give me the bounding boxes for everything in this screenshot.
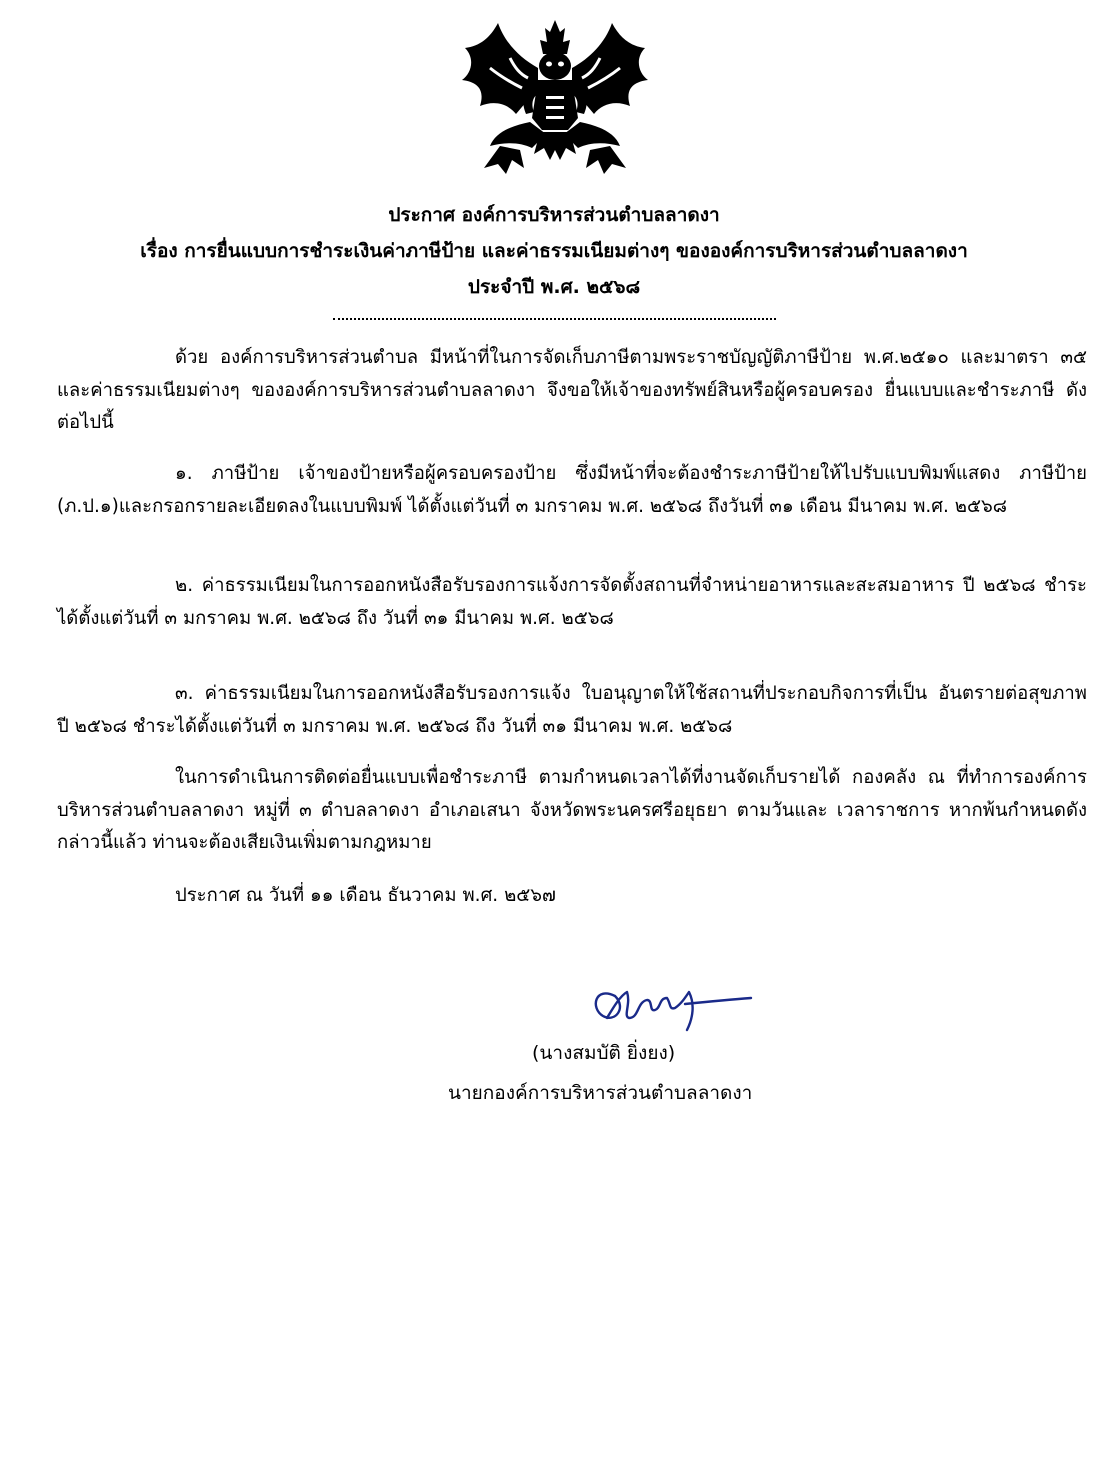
announcement-date	[57, 880, 1087, 913]
title-divider	[333, 318, 776, 320]
item-1-text: ๑. ภาษีป้าย เจ้าของป้ายหรือผู้ครอบครองป้าย ซึ่งมีหน้าที่จะต้องชำระภาษีป้ายให้ไปรับแบบพิมพ์แสดง ภาษีป้าย (ภ.ป.๑)และกรอกรายละเอียดลงในแบบพิมพ์ ได้ตั้งแต่วันที่ ๓ มกราคม พ.ศ. ๒๕๖๘ ถึงวันที่ ๓๑ เดือน มีนาคม พ.ศ. ๒๕๖๘	[57, 463, 1087, 517]
document-year: ประจำปี พ.ศ. ๒๕๖๘	[467, 276, 641, 298]
document-subject: เรื่อง การยื่นแบบการชำระเงินค่าภาษีป้าย และค่าธรรมเนียมต่างๆ ขององค์การบริหารส่วนตำบลลาดงา	[140, 240, 968, 262]
paragraph-intro	[57, 342, 1087, 440]
paragraph-item-1	[57, 458, 1087, 523]
item-2-text: ๒. ค่าธรรมเนียมในการออกหนังสือรับรองการแจ้งการจัดตั้งสถานที่จำหน่ายอาหารและสะสมอาหาร ปี ๒๕๖๘ ชำระได้ตั้งแต่วันที่ ๓ มกราคม พ.ศ. ๒๕๖๘ ถึง วันที่ ๓๑ มีนาคม พ.ศ. ๒๕๖๘	[57, 575, 1087, 629]
contact-text: ในการดำเนินการติดต่อยื่นแบบเพื่อชำระภาษี ตามกำหนดเวลาได้ที่งานจัดเก็บรายได้ กองคลัง ณ ที่ทำการองค์การบริหารส่วนตำบลลาดงา หมู่ที่ ๓ ตำบลลาดงา อำเภอเสนา จังหวัดพระนครศรีอยุธยา ตามวันและ เวลาราชการ หากพ้นกำหนดดังกล่าวนี้แล้ว ท่านจะต้องเสียเงินเพิ่มตามกฎหมาย	[57, 767, 1087, 853]
paragraph-contact	[57, 762, 1087, 860]
announcement-date-text: ประกาศ ณ วันที่ ๑๑ เดือน ธันวาคม พ.ศ. ๒๕๖๗	[175, 885, 556, 906]
paragraph-item-3	[57, 678, 1087, 743]
garuda-emblem-icon	[450, 18, 660, 178]
handwritten-signature	[585, 978, 755, 1033]
intro-text: ด้วย องค์การบริหารส่วนตำบล มีหน้าที่ในการจัดเก็บภาษีตามพระราชบัญญัติภาษีป้าย พ.ศ.๒๕๑๐ และมาตรา ๓๕ และค่าธรรมเนียมต่างๆ ขององค์การบริหารส่วนตำบลลาดงา จึงขอให้เจ้าของทรัพย์สินหรือผู้ครอบครอง ยื่นแบบและชำระภาษี ดังต่อไปนี้	[57, 347, 1087, 433]
item-3-text: ๓. ค่าธรรมเนียมในการออกหนังสือรับรองการแจ้ง ใบอนุญาตให้ใช้สถานที่ประกอบกิจการที่เป็น อันตรายต่อสุขภาพ ปี ๒๕๖๘ ชำระได้ตั้งแต่วันที่ ๓ มกราคม พ.ศ. ๒๕๖๘ ถึง วันที่ ๓๑ มีนาคม พ.ศ. ๒๕๖๘	[57, 683, 1087, 737]
document-title: ประกาศ องค์การบริหารส่วนตำบลลาดงา	[388, 204, 720, 226]
signatory-position: นายกองค์การบริหารส่วนตำบลลาดงา	[448, 1082, 753, 1104]
paragraph-item-2	[57, 570, 1087, 635]
signatory-name: (นางสมบัติ ยิ่งยง)	[532, 1042, 676, 1064]
